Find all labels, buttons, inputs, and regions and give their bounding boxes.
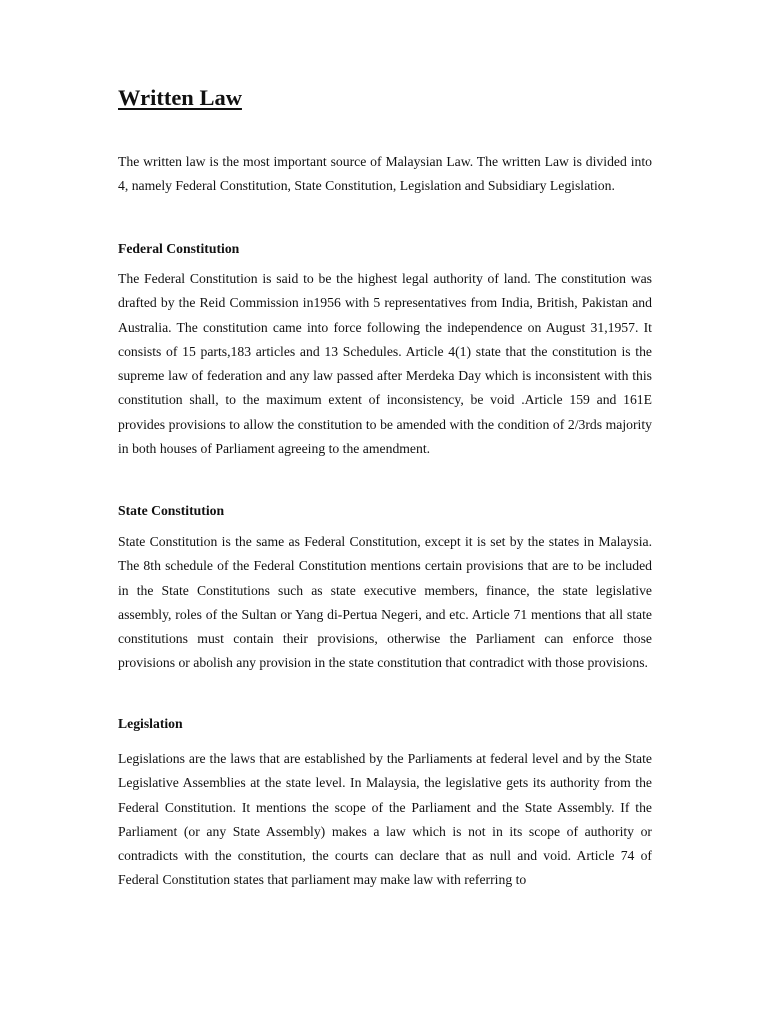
section-heading-state-constitution: State Constitution: [118, 503, 225, 518]
intro-paragraph: The written law is the most important source of Malaysian Law. The written Law is divided into 4, namely Federal Constitution, State Constitution, Legislation and Subsidiary Legislation.: [118, 154, 652, 194]
document-page: [118, 0, 652, 1024]
section-body-legislation: Legislations are the laws that are established by the Parliaments at federal level and by the State Legislative Assemblies at the state level. In Malaysia, the legislative gets its authority from the Federal Constitution. It mentions the scope of the Parliament and the State Assembly. If the Parliament (or any State Assembly) makes a law which is not in its scope of authority or contradicts with the constitution, the courts can declare that as null and void. Article 74 of Federal Constitution states that parliament may make law with referring to: [118, 751, 652, 888]
section-heading-federal-constitution: Federal Constitution: [118, 241, 240, 256]
section-body-state-constitution: State Constitution is the same as Federal Constitution, except it is set by the states in Malaysia. The 8th schedule of the Federal Constitution mentions certain provisions that are to be included in the State Constitutions such as state executive members, finance, the state legislative assembly, roles of the Sultan or Yang di-Pertua Negeri, and etc. Article 71 mentions that all state constitutions must contain their provisions, otherwise the Parliament can enforce those provisions or abolish any provision in the state constitution that contradict with those provisions.: [118, 534, 652, 671]
section-body-federal-constitution: The Federal Constitution is said to be the highest legal authority of land. The constitution was drafted by the Reid Commission in1956 with 5 representatives from India, British, Pakistan and Australia. The constitution came into force following the independence on August 31,1957. It consists of 15 parts,183 articles and 13 Schedules. Article 4(1) state that the constitution is the supreme law of federation and any law passed after Merdeka Day which is inconsistent with this constitution shall, to the maximum extent of inconsistency, be void .Article 159 and 161E provides provisions to allow the constitution to be amended with the condition of 2/3rds majority in both houses of Parliament agreeing to the amendment.: [118, 271, 652, 457]
page-title: Written Law: [118, 85, 242, 110]
section-heading-legislation: Legislation: [118, 716, 183, 731]
